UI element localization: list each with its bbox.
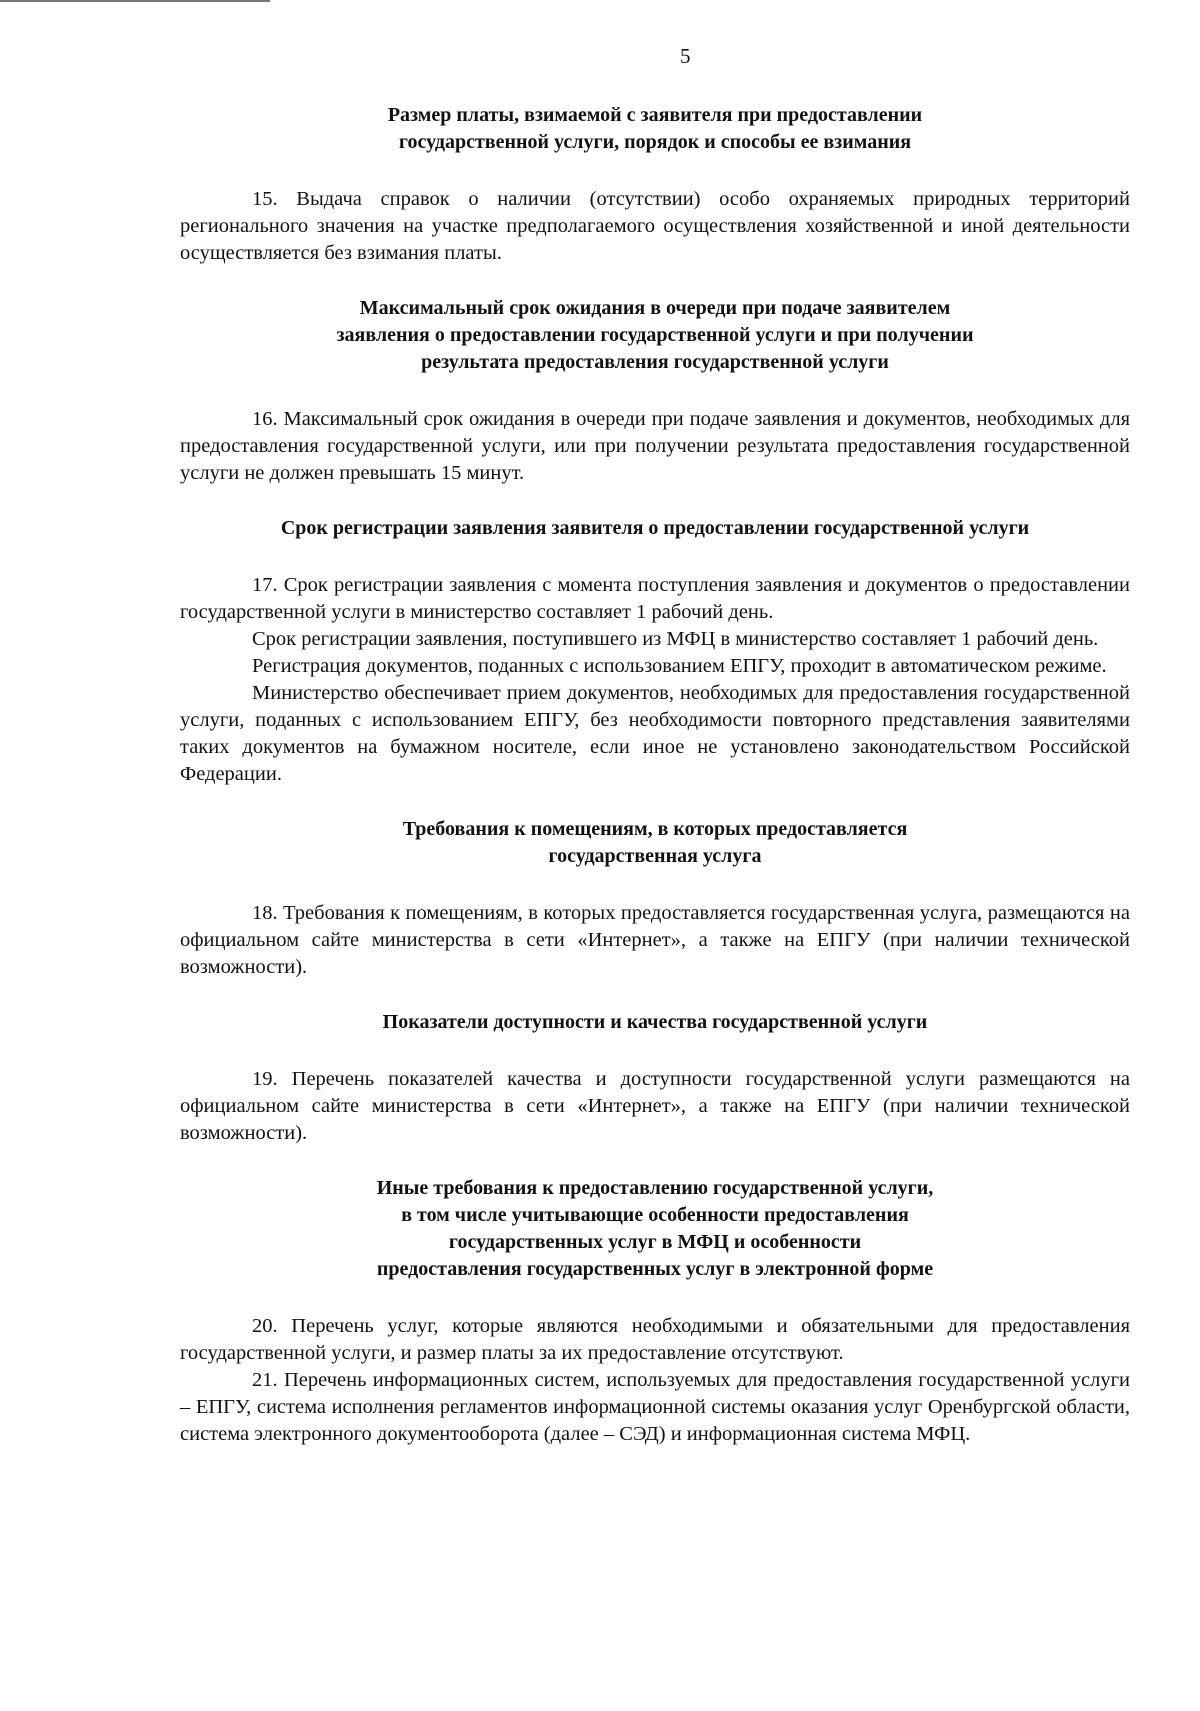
heading-line: государственной услуги, порядок и способы ее взимания (398, 131, 912, 153)
paragraph-17-epgu: Регистрация документов, поданных с использованием ЕПГУ, проходит в автоматическом режиме. (252, 655, 1107, 677)
heading-line: Срок регистрации заявления заявителя о предоставлении государственной услуги (280, 517, 1030, 539)
paragraph-17: 17. Срок регистрации заявления с момента поступления заявления и документов о предоставлении государственной услуги в министерство составляет 1 рабочий день. (180, 574, 1130, 623)
heading-line: результата предоставления государственной услуги (421, 351, 889, 373)
paragraph-20: 20. Перечень услуг, которые являются необходимыми и обязательными для предоставления государственной услуги, и размер платы за их предоставление отсутствуют. (180, 1315, 1130, 1364)
section-queue-time (180, 295, 1130, 487)
paragraph-15: 15. Выдача справок о наличии (отсутствии) особо охраняемых природных территорий регионального значения на участке предполагаемого осуществления хозяйственной и иной деятельности осуществляется без взимания платы. (180, 188, 1130, 264)
scan-edge-line (0, 0, 270, 2)
section-registration (180, 515, 1130, 788)
heading-line: заявления о предоставлении государственной услуги и при получении (336, 324, 974, 346)
section-heading (180, 816, 1130, 870)
section-heading (180, 1009, 1130, 1036)
section-premises (180, 816, 1130, 981)
paragraph-21: 21. Перечень информационных систем, используемых для предоставления государственной услуги – ЕПГУ, система исполнения регламентов информационной системы оказания услуг Оренбургской области, система электронного документооборота (далее – СЭД) и информационная система МФЦ. (180, 1369, 1130, 1445)
heading-line: государственных услуг в МФЦ и особенности (448, 1231, 862, 1253)
paragraph-18: 18. Требования к помещениям, в которых предоставляется государственная услуга, размещаются на официальном сайте министерства в сети «Интернет», а также на ЕПГУ (при наличии технической возможности). (180, 902, 1130, 978)
heading-line: в том числе учитывающие особенности предоставления (401, 1204, 909, 1226)
heading-line: Максимальный срок ожидания в очереди при подаче заявителем (359, 297, 951, 319)
paragraph-17-ministry: Министерство обеспечивает прием документов, необходимых для предоставления государственной услуги, поданных с использованием ЕПГУ, без необходимости повторного представления заявителями таких документов на бумажном носителе, если иное не установлено законодательством Российской Федерации. (180, 682, 1130, 785)
paragraph-19: 19. Перечень показателей качества и доступности государственной услуги размещаются на официальном сайте министерства в сети «Интернет», а также на ЕПГУ (при наличии технической возможности). (180, 1068, 1130, 1144)
section-heading (180, 102, 1130, 156)
heading-line: государственная услуга (548, 845, 762, 867)
section-heading (180, 1175, 1130, 1283)
heading-line: Требования к помещениям, в которых предоставляется (402, 818, 908, 840)
section-other-requirements (180, 1175, 1130, 1448)
heading-line: Показатели доступности и качества государственной услуги (382, 1011, 928, 1033)
document-body (180, 102, 1130, 1448)
heading-line: Размер платы, взимаемой с заявителя при предоставлении (387, 104, 923, 126)
heading-line: предоставления государственных услуг в электронной форме (376, 1258, 934, 1280)
page-number: 5 (680, 44, 691, 68)
section-quality (180, 1009, 1130, 1147)
section-fee (180, 102, 1130, 267)
section-heading (180, 295, 1130, 376)
paragraph-16: 16. Максимальный срок ожидания в очереди при подаче заявления и документов, необходимых для предоставления государственной услуги, или при получении результата предоставления государственной услуги не должен превышать 15 минут. (180, 408, 1130, 484)
paragraph-17-mfc: Срок регистрации заявления, поступившего из МФЦ в министерство составляет 1 рабочий день. (252, 628, 1099, 650)
heading-line: Иные требования к предоставлению государственной услуги, (376, 1177, 934, 1199)
section-heading (180, 515, 1130, 542)
